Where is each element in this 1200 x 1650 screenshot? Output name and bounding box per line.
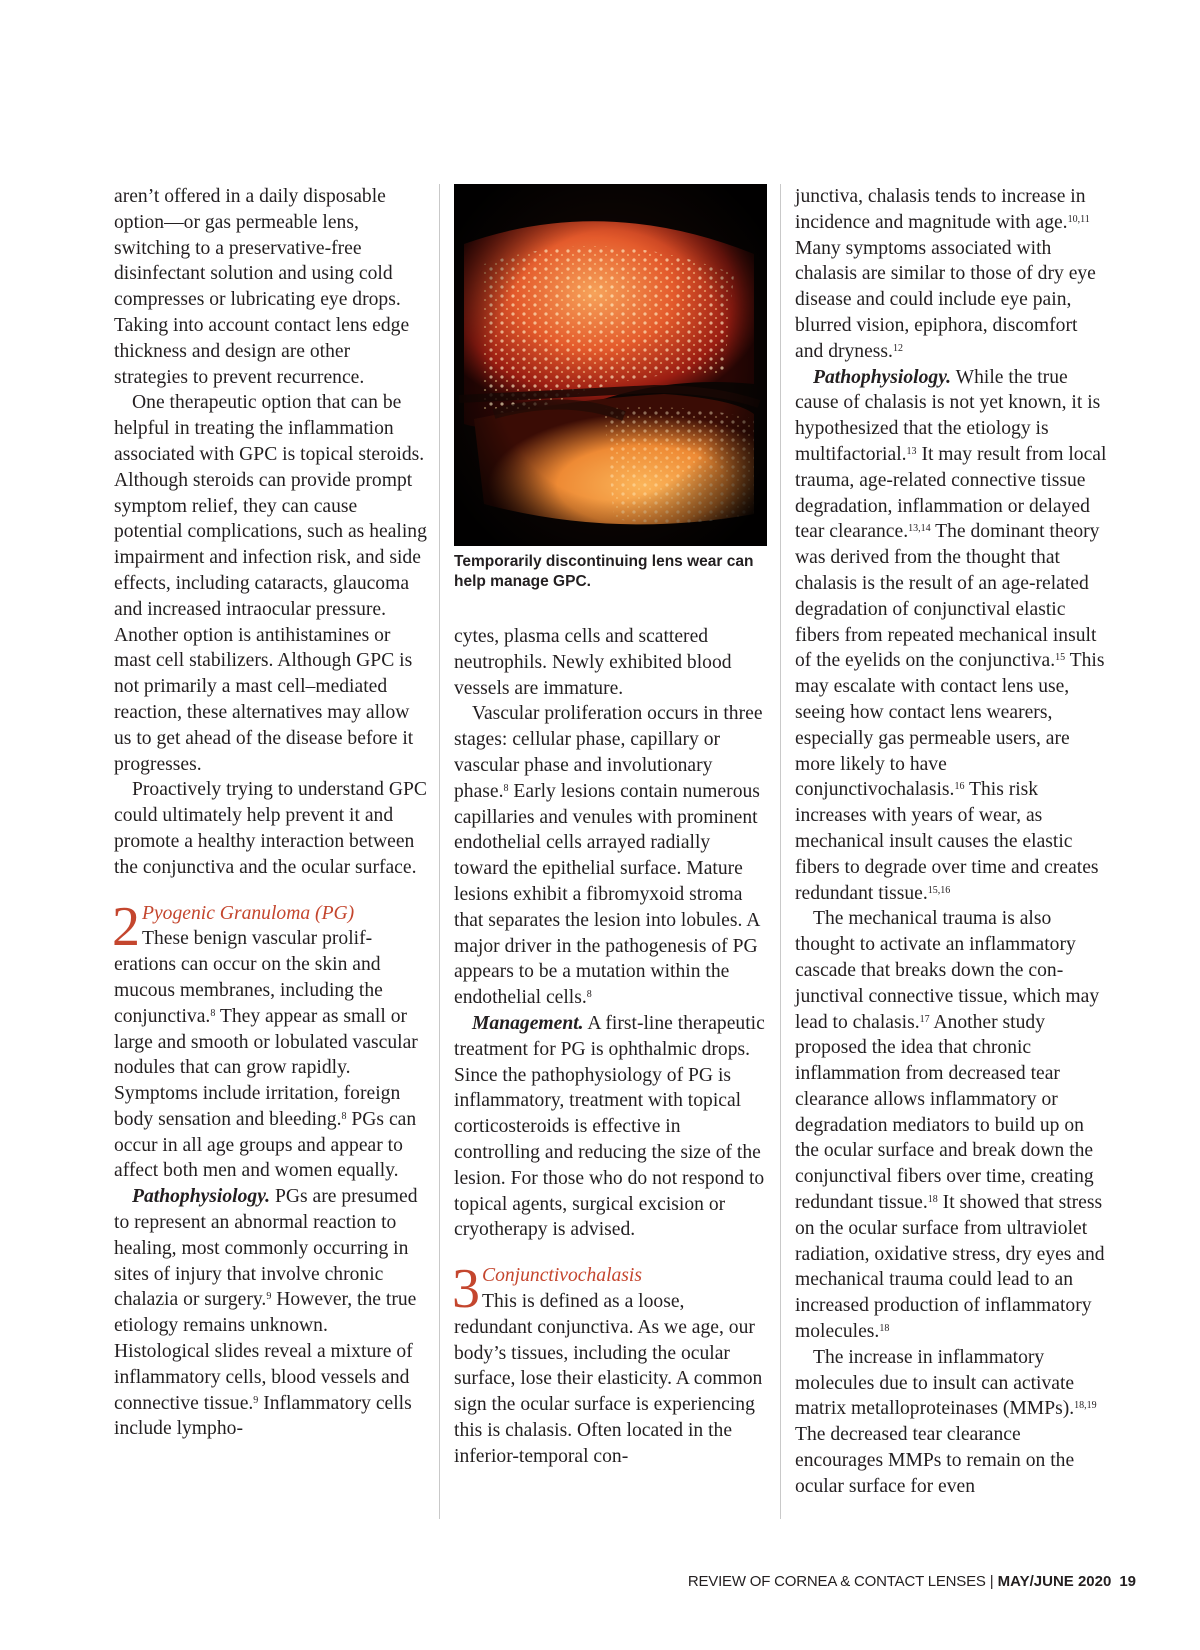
figure-caption: Temporarily discontinuing lens wear can help manage GPC. <box>454 553 754 590</box>
paragraph: The mechanical trauma is also thought to activate an inflammatory cascade that breaks down the conjunctival connective tissue, which may lead to chalasis.$^{17}$ Another study proposed the idea that chronic inflammation from decreased tear clearance allows inflammatory or degradation mediators to build up on the ocular surface and break down the conjunctival fibers over time, creating redundant tissue.$^{18}$ It showed that stress on the ocular surface from ultraviolet radiation, oxidative stress, dry eyes and mechanical trauma could lead to an increased production of inflammatory molecules.$^{18}$ <box>795 908 1105 1343</box>
paragraph: One therapeutic option that can be helpful in treating the inflammation associated with GPC is topical steroids. Although steroids can provide prompt symptom relief, they can cause potential complications, such as healing impairment and infection risk, and side effects, including cataracts, glaucoma and increased intraocular pressure. Another option is antihistamines or mast cell stabilizers. Although GPC is not primarily a mast cell–mediated reaction, these alternatives may allow us to get ahead of the disease before it progresses. <box>114 392 427 775</box>
paragraph: junctiva, chalasis tends to increase in incidence and magnitude with age.$^{10,11}$ Many symptoms associated with chalasis are similar to those of dry eye disease and could include eye pain, blurred vision, epiphora, discomfort and dryness.$^{12}$ <box>795 186 1096 362</box>
page-footer <box>688 1573 1136 1590</box>
reference: 9 <box>266 1291 272 1303</box>
reference: 18,19 <box>1074 1400 1097 1412</box>
section-number: 2 <box>112 895 140 958</box>
subheading: Pathophysiology. <box>132 1186 271 1208</box>
reference: 12 <box>892 342 903 354</box>
reference: 10,11 <box>1067 213 1090 225</box>
paragraph: Vascular proliferation occurs in three stages: cellular phase, capillary or vascular phase and involutionary phase.$^8$ Early lesions contain numerous capillaries and venules with prominent endothelial cells arrayed radially toward the epithelial surface. Mature lesions exhibit a fibromyxoid stroma that separates the lesion into lobules. A major driver in the pathogenesis of PG appears to be a mutation within the endothelial cells.$^8$ <box>454 703 763 1009</box>
column-divider-2 <box>780 184 781 1519</box>
section-text: These benign vascular proliferations can occur on the skin and mucous membranes, including the conjunctiva.$^8$ They appear as small or large and smooth or lobulated vascular nodules that can grow rapidly. Symptoms include irritation, foreign body sensation and bleeding.$^8$ PGs can occur in all age groups and appear to affect both men and women equally. <box>114 928 418 1182</box>
reference: 17 <box>919 1013 930 1025</box>
reference: 18 <box>879 1323 890 1335</box>
reference: 8 <box>503 782 509 794</box>
paragraph: Proactively trying to understand GPC could ultimately help prevent it and promote a healthy interaction between the conjunctiva and the ocular surface. <box>114 779 427 878</box>
section-text: This is defined as a loose, redundant conjunctiva. As we age, our body’s tissues, including the ocular surface, lose their elasticity. A common sign the ocular surface is experiencing this is chalasis. Often located in the inferior-temporal con- <box>454 1290 763 1467</box>
section-title: Pyogenic Granuloma (PG) <box>142 902 355 924</box>
section-pyogenic-granuloma <box>112 895 427 1185</box>
reference: 15,16 <box>927 884 951 896</box>
page-number: 19 <box>1119 1573 1136 1590</box>
subheading: Pathophysiology. <box>813 366 952 388</box>
paragraph: aren’t offered in a daily disposable option—or gas permeable lens, switching to a preservative-free disinfectant solution and using cold compresses or lubricating eye drops. Taking into account contact lens edge thickness and design are other strategies to prevent recurrence. <box>114 186 410 388</box>
paragraph: Management. A first-line therapeutic treatment for PG is ophthalmic drops. Since the pathophysiology of PG is inflammatory, treatment with topical corticosteroids is effective in controlling and reducing the size of the lesion. For those who do not respond to topical agents, surgical excision or cryotherapy is advised. <box>454 1012 765 1241</box>
paragraph: Pathophysiology. PGs are presumed to represent an abnormal reaction to healing, most commonly occurring in sites of injury that involve chronic chalazia or surgery.$^9$ However, the true etiology remains unknown. Histological slides reveal a mixture of inflammatory cells, blood vessels and connective tissue.$^9$ Inflammatory cells include lympho- <box>114 1186 418 1440</box>
reference: 13,14 <box>908 523 931 535</box>
column-2 <box>454 184 767 1470</box>
reference: 8 <box>341 1110 347 1122</box>
column-1 <box>114 184 427 1442</box>
section-number: 3 <box>452 1258 480 1321</box>
paragraph: The increase in inflammatory molecules due to insult can activate matrix metalloproteinases (MMPs).$^{18,19}$ The decreased tear clearance encourages MMPs to remain on the ocular surface for even <box>795 1346 1097 1497</box>
paragraph: Pathophysiology. While the true cause of chalasis is not yet known, it is hypothesized that the etiology is multifactorial.$^{13}$ It may result from local trauma, age-related connective tissue degradation, inflammation or delayed tear clearance.$^{13,14}$ The dominant theory was derived from the thought that chalasis is the result of an age-related degradation of conjunctival elastic fibers from repeated mechanical insult of the eyelids on the conjunctiva.$^{15}$ This may escalate with contact lens use, seeing how contact lens wearers, especially gas permeable users, are more likely to have conjunctivochalasis.$^{16}$ This risk increases with years of wear, as mechanical insult causes the elastic fibers to degrade over time and creates redundant tissue.$^{15,16}$ <box>795 366 1107 904</box>
column-3 <box>795 184 1108 1500</box>
reference: 8 <box>586 989 592 1001</box>
publication-name: REVIEW OF CORNEA & CONTACT LENSES <box>687 1573 986 1590</box>
column-divider-1 <box>439 184 440 1519</box>
subheading: Management. <box>472 1012 584 1034</box>
footer-separator: | <box>989 1573 994 1590</box>
section-title: Conjunctivochalasis <box>482 1265 643 1287</box>
reference: 8 <box>210 1007 216 1019</box>
reference: 15 <box>1055 652 1066 664</box>
paragraph: cytes, plasma cells and scattered neutrophils. Newly exhibited blood vessels are immature. <box>454 626 732 699</box>
issue-date: MAY/JUNE 2020 <box>997 1573 1112 1590</box>
eyelid-photo-graphic <box>454 184 767 546</box>
reference: 9 <box>253 1394 259 1406</box>
section-conjunctivochalasis <box>452 1258 767 1469</box>
reference: 16 <box>954 781 965 793</box>
reference: 18 <box>927 1194 938 1206</box>
eyelid-photo <box>454 184 767 546</box>
reference: 13 <box>906 445 917 457</box>
